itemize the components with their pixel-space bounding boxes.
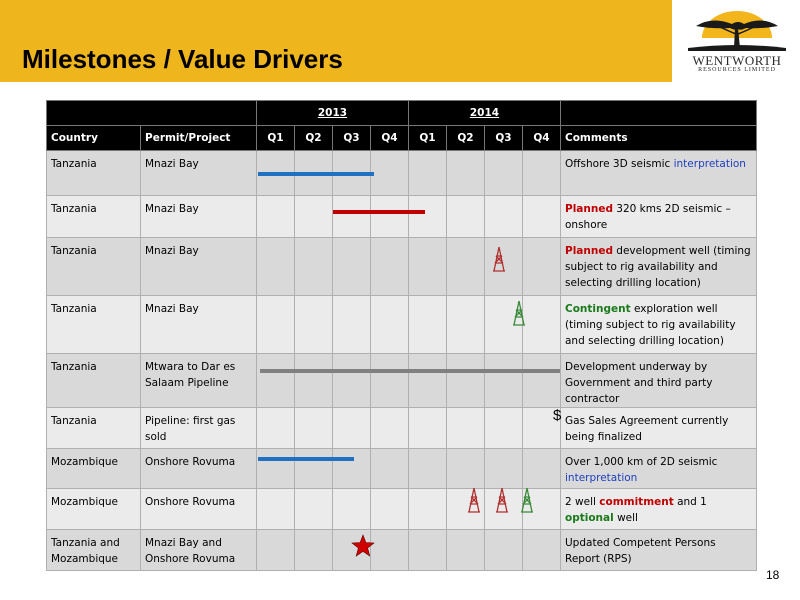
quarter-cell [447, 449, 485, 489]
timeline-bar-pipeline-development [260, 369, 560, 373]
quarter-cell [371, 449, 409, 489]
quarter-cell [333, 408, 371, 449]
quarter-cell [257, 296, 295, 354]
permit-cell: Mnazi Bay [141, 151, 257, 196]
quarter-cell [333, 489, 371, 530]
comment-text: 2 well [565, 496, 600, 508]
quarter-cell [523, 238, 561, 296]
permit-cell: Mnazi Bay and Onshore Rovuma [141, 530, 257, 571]
column-header-comments: Comments [561, 126, 757, 151]
quarter-cell [333, 449, 371, 489]
column-header-2013-q3: Q3 [333, 126, 371, 151]
comment-text: Over 1,000 km of 2D seismic [565, 456, 718, 468]
dollar-icon: $ [553, 407, 562, 424]
column-header-2014-q3: Q3 [485, 126, 523, 151]
quarter-cell [371, 296, 409, 354]
quarter-cell [409, 238, 447, 296]
quarter-cell [409, 196, 447, 238]
comment-cell [561, 238, 757, 296]
quarter-cell [295, 238, 333, 296]
comment-text: and 1 [673, 496, 707, 508]
timeline-bar-3d-seismic-interpretation [258, 172, 374, 176]
quarter-cell [447, 530, 485, 571]
country-cell: Tanzania [47, 151, 141, 196]
permit-cell: Onshore Rovuma [141, 449, 257, 489]
comment-text: well [613, 512, 638, 524]
star-icon [351, 534, 375, 558]
column-header-country: Country [47, 126, 141, 151]
quarter-cell [523, 530, 561, 571]
table-row [47, 296, 757, 354]
quarter-cell [257, 408, 295, 449]
country-cell: Mozambique [47, 489, 141, 530]
comment-text: exploration well (timing subject to rig availability and selecting drilling location) [565, 303, 736, 347]
comment-highlight: interpretation [565, 472, 638, 484]
year-2014 [409, 101, 561, 126]
quarter-cell [485, 151, 523, 196]
timeline-bar-2d-seismic-onshore [333, 210, 425, 214]
drilling-rig-icon [466, 487, 482, 513]
timeline-bar-2d-seismic-interpretation [258, 457, 354, 461]
quarter-cell [257, 530, 295, 571]
permit-cell: Onshore Rovuma [141, 489, 257, 530]
page-number: 18 [766, 568, 780, 582]
comment-text: development well (timing subject to rig availability and selecting drilling location) [565, 245, 751, 289]
comment-text: Development underway by Government and third party contractor [565, 361, 713, 405]
quarter-cell [485, 449, 523, 489]
comment-cell [561, 489, 757, 530]
page-title: Milestones / Value Drivers [22, 44, 343, 74]
logo-subtitle: RESOURCES LIMITED [698, 67, 776, 73]
quarter-cell [295, 530, 333, 571]
logo-name: WENTWORTH [692, 53, 782, 68]
year-header-spacer-comments [561, 101, 757, 126]
permit-cell: Mnazi Bay [141, 196, 257, 238]
quarter-cell [409, 530, 447, 571]
quarter-cell [257, 354, 295, 408]
permit-cell: Mtwara to Dar es Salaam Pipeline [141, 354, 257, 408]
table-row [47, 489, 757, 530]
quarter-cell [333, 354, 371, 408]
quarter-cell [485, 354, 523, 408]
year-header-spacer [47, 101, 257, 126]
table-row [47, 449, 757, 489]
quarter-cell [257, 489, 295, 530]
quarter-cell [447, 151, 485, 196]
comment-highlight: Contingent [565, 303, 631, 315]
quarter-cell [523, 449, 561, 489]
table-row [47, 196, 757, 238]
quarter-cell [295, 489, 333, 530]
quarter-cell [257, 238, 295, 296]
comment-cell [561, 354, 757, 408]
quarter-cell [523, 296, 561, 354]
quarter-cell [371, 151, 409, 196]
quarter-cell [257, 196, 295, 238]
quarter-cell [447, 296, 485, 354]
quarter-cell [447, 196, 485, 238]
quarter-cell [485, 408, 523, 449]
year-2013 [257, 101, 409, 126]
quarter-cell [409, 296, 447, 354]
quarter-cell [485, 196, 523, 238]
comment-highlight: Planned [565, 245, 613, 257]
country-cell: Mozambique [47, 449, 141, 489]
comment-cell [561, 408, 757, 449]
comment-cell [561, 196, 757, 238]
year-2014-label: 2014 [469, 107, 500, 119]
quarter-cell [333, 238, 371, 296]
comment-highlight: commitment [599, 496, 674, 508]
milestones-table [46, 100, 757, 571]
quarter-cell [447, 238, 485, 296]
quarter-cell [371, 408, 409, 449]
drilling-rig-icon [511, 300, 527, 326]
quarter-cell [371, 354, 409, 408]
quarter-cell [523, 196, 561, 238]
column-header-permit: Permit/Project [141, 126, 257, 151]
quarter-cell [257, 449, 295, 489]
acacia-tree-sun-icon [682, 4, 792, 54]
table-row [47, 354, 757, 408]
quarter-cell [409, 489, 447, 530]
comment-text: Updated Competent Persons Report (RPS) [565, 537, 716, 565]
country-cell: Tanzania [47, 238, 141, 296]
quarter-cell [295, 408, 333, 449]
quarter-cell [295, 449, 333, 489]
quarter-cell [409, 449, 447, 489]
table-row [47, 238, 757, 296]
comment-text: Gas Sales Agreement currently being finalized [565, 415, 729, 443]
country-cell: Tanzania [47, 296, 141, 354]
quarter-cell [409, 151, 447, 196]
comment-highlight: optional [565, 512, 614, 524]
column-header-row [47, 126, 757, 151]
quarter-cell [371, 196, 409, 238]
quarter-cell [295, 196, 333, 238]
quarter-cell [447, 408, 485, 449]
comment-highlight: interpretation [673, 158, 746, 170]
column-header-2013-q2: Q2 [295, 126, 333, 151]
quarter-cell [409, 408, 447, 449]
permit-cell: Mnazi Bay [141, 238, 257, 296]
country-cell: Tanzania and Mozambique [47, 530, 141, 571]
quarter-cell [447, 354, 485, 408]
country-cell: Tanzania [47, 408, 141, 449]
permit-cell: Pipeline: first gas sold [141, 408, 257, 449]
year-header-row [47, 101, 757, 126]
quarter-cell [295, 354, 333, 408]
comment-text: Offshore 3D seismic [565, 158, 674, 170]
comment-cell [561, 449, 757, 489]
column-header-2013-q4: Q4 [371, 126, 409, 151]
quarter-cell [409, 354, 447, 408]
comment-cell [561, 296, 757, 354]
quarter-cell [371, 489, 409, 530]
comment-cell [561, 151, 757, 196]
year-2013-label: 2013 [317, 107, 348, 119]
company-logo [682, 4, 792, 86]
country-cell: Tanzania [47, 354, 141, 408]
comment-highlight: Planned [565, 203, 613, 215]
table-row [47, 408, 757, 449]
column-header-2014-q1: Q1 [409, 126, 447, 151]
quarter-cell [523, 354, 561, 408]
quarter-cell [333, 296, 371, 354]
drilling-rig-icon [519, 487, 535, 513]
column-header-2014-q2: Q2 [447, 126, 485, 151]
permit-cell: Mnazi Bay [141, 296, 257, 354]
quarter-cell [333, 196, 371, 238]
column-header-2013-q1: Q1 [257, 126, 295, 151]
quarter-cell [371, 530, 409, 571]
quarter-cell [295, 296, 333, 354]
comment-cell [561, 530, 757, 571]
comment-text: 320 kms 2D seismic – onshore [565, 203, 731, 231]
table-row [47, 530, 757, 571]
quarter-cell [371, 238, 409, 296]
drilling-rig-icon [491, 246, 507, 272]
country-cell: Tanzania [47, 196, 141, 238]
quarter-cell [523, 151, 561, 196]
table-row [47, 151, 757, 196]
quarter-cell [485, 530, 523, 571]
column-header-2014-q4: Q4 [523, 126, 561, 151]
drilling-rig-icon [494, 487, 510, 513]
